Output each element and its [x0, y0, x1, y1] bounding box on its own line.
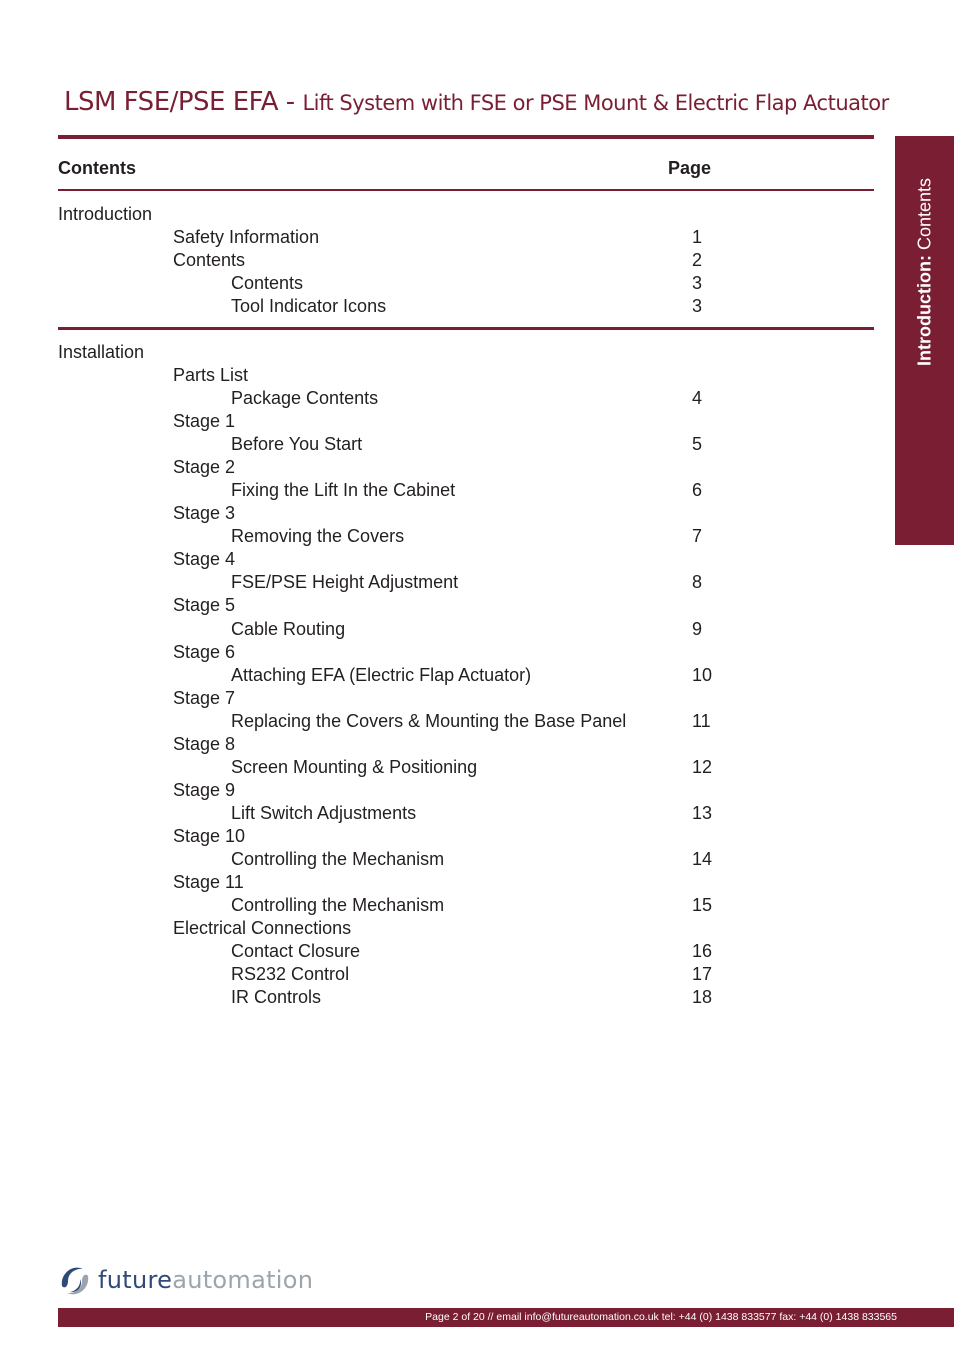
toc-entry-label: Stage 8 — [173, 733, 236, 754]
installation-entries — [0, 364, 760, 1009]
toc-entry-label: Attaching EFA (Electric Flap Actuator) — [231, 664, 532, 685]
toc-entry-label: Cable Routing — [231, 618, 346, 639]
toc-group-heading[interactable] — [0, 502, 760, 525]
toc-entry-label: Stage 10 — [173, 825, 246, 846]
toc-entry-label: Stage 6 — [173, 641, 236, 662]
toc-entry-label: Controlling the Mechanism — [231, 895, 445, 916]
footer-bar — [58, 1308, 954, 1327]
contents-heading: Contents — [58, 158, 136, 178]
document-title — [64, 80, 889, 118]
toc-entry[interactable] — [0, 710, 760, 733]
toc-entry-page: 1 — [692, 227, 703, 247]
toc-entry-page: 4 — [692, 388, 703, 409]
heading-divider — [58, 189, 874, 191]
toc-entry-label: Stage 1 — [173, 411, 236, 432]
toc-entry-page: 3 — [692, 273, 703, 294]
swirl-logo-icon — [56, 1262, 94, 1300]
toc-entry-label: Package Contents — [231, 388, 379, 409]
toc-entry[interactable] — [0, 802, 760, 825]
section-installation-title: Installation — [58, 342, 145, 362]
toc-entry-label: Stage 11 — [173, 872, 244, 893]
title-main: LSM FSE/PSE EFA - — [64, 87, 303, 117]
toc-entry-page: 6 — [692, 480, 703, 501]
toc-entry-label: IR Controls — [231, 987, 322, 1008]
section-introduction-title: Introduction — [58, 204, 153, 224]
toc-entry-label: Replacing the Covers & Mounting the Base Panel — [231, 710, 627, 731]
toc-entry-page: 15 — [692, 895, 713, 916]
toc-entry-label: Stage 2 — [173, 457, 236, 478]
toc-entry-label: Removing the Covers — [231, 526, 405, 547]
toc-entry-label: Controlling the Mechanism — [231, 848, 445, 869]
toc-entry-page: 10 — [692, 664, 713, 685]
toc-entry-label: Tool Indicator Icons — [231, 296, 387, 317]
toc-entry-page: 9 — [692, 618, 703, 639]
toc-entry[interactable] — [0, 664, 760, 687]
toc-entry-label: Stage 7 — [173, 687, 236, 708]
toc-entry[interactable] — [0, 249, 760, 272]
toc-entry[interactable] — [0, 756, 760, 779]
toc-entry-page: 13 — [692, 802, 713, 823]
toc-entry[interactable] — [0, 387, 760, 410]
toc-entry-page: 18 — [692, 987, 713, 1008]
company-logo — [56, 1262, 316, 1300]
toc-entry[interactable] — [0, 272, 760, 295]
toc-entry[interactable] — [0, 479, 760, 502]
title-subtitle: Lift System with FSE or PSE Mount & Electric Flap Actuator — [302, 91, 889, 115]
toc-entry-label: Stage 4 — [173, 549, 236, 570]
toc-entry-label: Stage 3 — [173, 503, 236, 524]
toc-entry[interactable] — [0, 525, 760, 548]
logo-wordmark — [98, 1266, 313, 1294]
toc-group-heading[interactable] — [0, 733, 760, 756]
toc-group-heading[interactable] — [0, 364, 760, 387]
toc-group-heading[interactable] — [0, 687, 760, 710]
footer-contact-text: Page 2 of 20 // email info@futureautomation.co.uk tel: +44 (0) 1438 833577 fax: +44 (0) 1438 833565 — [425, 1311, 897, 1323]
toc-group-heading[interactable] — [0, 641, 760, 664]
toc-entry-label: Contact Closure — [231, 941, 361, 962]
toc-entry[interactable] — [0, 226, 760, 249]
side-tab-section: Introduction: — [914, 255, 934, 367]
toc-entry-label: Before You Start — [231, 434, 363, 455]
toc-group-heading[interactable] — [0, 825, 760, 848]
toc-entry-page: 14 — [692, 848, 713, 869]
toc-entry-label: Lift Switch Adjustments — [231, 802, 417, 823]
toc-entry-label: RS232 Control — [231, 964, 350, 985]
toc-entry[interactable] — [0, 848, 760, 871]
toc-entry-page: 3 — [692, 296, 703, 317]
toc-entry-label: Electrical Connections — [173, 918, 352, 939]
toc-entry-page: 8 — [692, 572, 703, 593]
toc-entry[interactable] — [0, 618, 760, 641]
toc-entry-label: Stage 5 — [173, 595, 236, 616]
toc-entry-label: Fixing the Lift In the Cabinet — [231, 480, 456, 501]
toc-entry-label: Contents — [173, 250, 246, 271]
toc-entry-page: 5 — [692, 434, 703, 455]
toc-entry-label: Contents — [231, 273, 304, 294]
toc-entry-label: Parts List — [173, 365, 249, 385]
toc-entry-label: Safety Information — [173, 227, 320, 247]
header-divider — [58, 135, 874, 139]
toc-entry-label: FSE/PSE Height Adjustment — [231, 572, 459, 593]
toc-entry[interactable] — [0, 571, 760, 594]
toc-entry[interactable] — [0, 433, 760, 456]
toc-group-heading[interactable] — [0, 410, 760, 433]
toc-entry-label: Stage 9 — [173, 779, 236, 800]
toc-group-heading[interactable] — [0, 548, 760, 571]
toc-entry-page: 2 — [692, 250, 703, 271]
toc-entry-page: 7 — [692, 526, 703, 547]
side-tab-topic: Contents — [914, 178, 934, 256]
toc-group-heading[interactable] — [0, 871, 760, 894]
toc-entry-page: 16 — [692, 941, 713, 962]
page-heading: Page — [668, 158, 712, 178]
toc-entry-page: 12 — [692, 756, 713, 777]
toc-entry-label: Screen Mounting & Positioning — [231, 756, 478, 777]
toc-group-heading[interactable] — [0, 917, 760, 940]
toc-entry[interactable] — [0, 986, 760, 1009]
toc-entry[interactable] — [0, 894, 760, 917]
toc-group-heading[interactable] — [0, 594, 760, 617]
toc-entry-page: 17 — [692, 964, 713, 985]
logo-text-automation: automation — [172, 1266, 314, 1294]
section-divider — [58, 327, 874, 330]
side-tab-label — [914, 178, 935, 366]
toc-group-heading[interactable] — [0, 456, 760, 479]
section-side-tab — [895, 136, 954, 545]
toc-entry[interactable] — [0, 963, 760, 986]
toc-group-heading[interactable] — [0, 779, 760, 802]
toc-entry[interactable] — [0, 940, 760, 963]
toc-entry[interactable] — [0, 295, 760, 318]
logo-text-future: future — [98, 1266, 173, 1294]
introduction-entries — [0, 226, 760, 318]
toc-entry-page: 11 — [692, 710, 711, 731]
